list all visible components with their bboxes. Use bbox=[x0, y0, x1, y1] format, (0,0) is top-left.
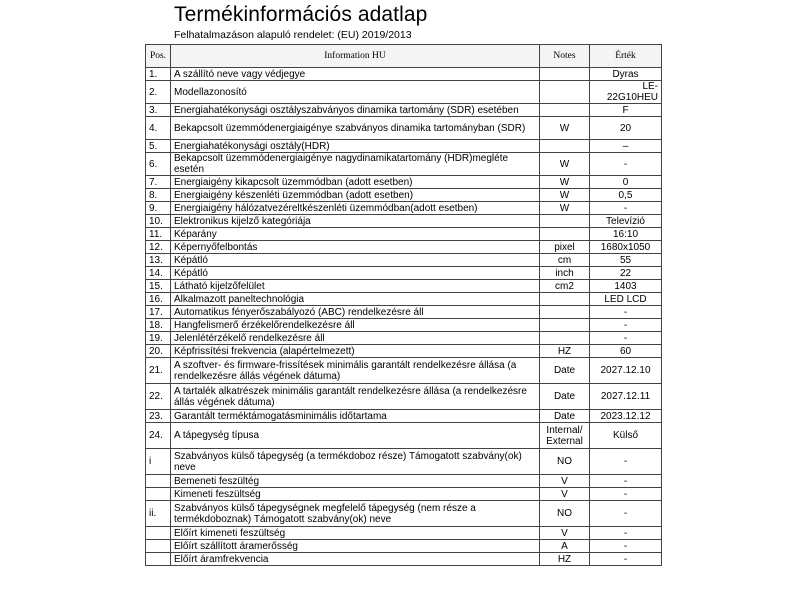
table-row bbox=[146, 228, 662, 241]
row-value: Dyras bbox=[590, 68, 662, 81]
row-value: - bbox=[590, 153, 662, 176]
row-information: Energiahatékonysági osztály(HDR) bbox=[171, 140, 540, 153]
header-pos: Pos. bbox=[146, 45, 171, 68]
row-position: 13. bbox=[146, 254, 171, 267]
row-notes: W bbox=[540, 153, 590, 176]
table-row bbox=[146, 215, 662, 228]
row-value: - bbox=[590, 202, 662, 215]
row-position: 14. bbox=[146, 267, 171, 280]
table-row bbox=[146, 449, 662, 475]
row-notes: V bbox=[540, 527, 590, 540]
row-value: Televízió bbox=[590, 215, 662, 228]
row-information: A tápegység típusa bbox=[171, 423, 540, 449]
row-value: 2027.12.10 bbox=[590, 358, 662, 384]
row-position: 9. bbox=[146, 202, 171, 215]
row-value: 60 bbox=[590, 345, 662, 358]
row-information: Képernyőfelbontás bbox=[171, 241, 540, 254]
row-information: A szállító neve vagy védjegye bbox=[171, 68, 540, 81]
row-notes bbox=[540, 104, 590, 117]
row-value: LE-22G10HEU bbox=[590, 81, 662, 104]
row-value: - bbox=[590, 527, 662, 540]
row-position: 7. bbox=[146, 176, 171, 189]
row-notes: HZ bbox=[540, 553, 590, 566]
regulation-subtitle: Felhatalmazáson alapuló rendelet: (EU) 2019/2013 bbox=[174, 29, 412, 41]
header-notes: Notes bbox=[540, 45, 590, 68]
row-information: Kimeneti feszültség bbox=[171, 488, 540, 501]
table-row bbox=[146, 319, 662, 332]
row-value: - bbox=[590, 449, 662, 475]
row-position bbox=[146, 553, 171, 566]
table-row bbox=[146, 189, 662, 202]
table-row bbox=[146, 475, 662, 488]
row-notes bbox=[540, 228, 590, 241]
row-notes bbox=[540, 81, 590, 104]
row-notes bbox=[540, 215, 590, 228]
row-position: 4. bbox=[146, 117, 171, 140]
row-value: 0 bbox=[590, 176, 662, 189]
row-notes bbox=[540, 319, 590, 332]
row-value: – bbox=[590, 140, 662, 153]
row-information: Látható kijelzőfelület bbox=[171, 280, 540, 293]
table-row bbox=[146, 176, 662, 189]
row-value: - bbox=[590, 488, 662, 501]
row-position: 19. bbox=[146, 332, 171, 345]
row-value: - bbox=[590, 332, 662, 345]
row-value: F bbox=[590, 104, 662, 117]
table-row bbox=[146, 332, 662, 345]
row-value: 0,5 bbox=[590, 189, 662, 202]
row-value: - bbox=[590, 540, 662, 553]
row-information: Előírt áramfrekvencia bbox=[171, 553, 540, 566]
row-position: 18. bbox=[146, 319, 171, 332]
row-information: Képarány bbox=[171, 228, 540, 241]
row-position: ii. bbox=[146, 501, 171, 527]
row-position bbox=[146, 527, 171, 540]
row-value: - bbox=[590, 475, 662, 488]
row-notes: W bbox=[540, 117, 590, 140]
row-notes: W bbox=[540, 176, 590, 189]
row-notes: V bbox=[540, 475, 590, 488]
table-row bbox=[146, 540, 662, 553]
row-position: 2. bbox=[146, 81, 171, 104]
row-notes bbox=[540, 140, 590, 153]
row-information: Bekapcsolt üzemmódenergiaigénye nagydinamikatartomány (HDR)megléte esetén bbox=[171, 153, 540, 176]
row-information: Előírt kimeneti feszültség bbox=[171, 527, 540, 540]
row-information: Elektronikus kijelző kategóriája bbox=[171, 215, 540, 228]
row-value: Külső bbox=[590, 423, 662, 449]
row-notes: HZ bbox=[540, 345, 590, 358]
row-position: 6. bbox=[146, 153, 171, 176]
row-information: A szoftver- és firmware-frissítések minimális garantált rendelkezésre állása (a rendelkezésre állás végének dátuma) bbox=[171, 358, 540, 384]
row-notes: A bbox=[540, 540, 590, 553]
row-notes: W bbox=[540, 202, 590, 215]
row-notes: cm2 bbox=[540, 280, 590, 293]
row-position: 22. bbox=[146, 384, 171, 410]
row-position: 21. bbox=[146, 358, 171, 384]
row-information: Bekapcsolt üzemmódenergiaigénye szabványos dinamika tartományban (SDR) bbox=[171, 117, 540, 140]
table-row bbox=[146, 68, 662, 81]
row-notes: Internal/ External bbox=[540, 423, 590, 449]
row-notes: Date bbox=[540, 384, 590, 410]
row-notes: NO bbox=[540, 501, 590, 527]
row-information: Képátló bbox=[171, 254, 540, 267]
row-position: 20. bbox=[146, 345, 171, 358]
row-information: Előírt szállított áramerősség bbox=[171, 540, 540, 553]
row-position bbox=[146, 540, 171, 553]
row-notes: cm bbox=[540, 254, 590, 267]
row-value: LED LCD bbox=[590, 293, 662, 306]
row-value: 55 bbox=[590, 254, 662, 267]
table-row bbox=[146, 254, 662, 267]
table-row bbox=[146, 202, 662, 215]
table-row bbox=[146, 280, 662, 293]
table-row bbox=[146, 501, 662, 527]
table-row bbox=[146, 117, 662, 140]
row-information: A tartalék alkatrészek minimális garantált rendelkezésre állása (a rendelkezésre állás végének dátuma) bbox=[171, 384, 540, 410]
row-position: 1. bbox=[146, 68, 171, 81]
row-position: 12. bbox=[146, 241, 171, 254]
row-position: 24. bbox=[146, 423, 171, 449]
page-title: Termékinformációs adatlap bbox=[174, 3, 428, 26]
product-info-table bbox=[145, 44, 662, 566]
row-position: i bbox=[146, 449, 171, 475]
row-information: Energiahatékonysági osztályszabványos dinamika tartomány (SDR) esetében bbox=[171, 104, 540, 117]
table-row bbox=[146, 345, 662, 358]
row-position bbox=[146, 488, 171, 501]
row-notes: inch bbox=[540, 267, 590, 280]
row-information: Képátló bbox=[171, 267, 540, 280]
row-position: 3. bbox=[146, 104, 171, 117]
row-information: Automatikus fényerőszabályozó (ABC) rendelkezésre áll bbox=[171, 306, 540, 319]
row-information: Modellazonosító bbox=[171, 81, 540, 104]
table-row bbox=[146, 553, 662, 566]
row-position bbox=[146, 475, 171, 488]
row-information: Energiaigény készenléti üzemmódban (adott esetben) bbox=[171, 189, 540, 202]
row-notes: V bbox=[540, 488, 590, 501]
row-information: Energiaigény kikapcsolt üzemmódban (adott esetben) bbox=[171, 176, 540, 189]
row-information: Jelenlétérzékelő rendelkezésre áll bbox=[171, 332, 540, 345]
row-notes bbox=[540, 306, 590, 319]
row-value: - bbox=[590, 306, 662, 319]
row-notes: NO bbox=[540, 449, 590, 475]
row-notes bbox=[540, 293, 590, 306]
row-information: Hangfelismerő érzékelőrendelkezésre áll bbox=[171, 319, 540, 332]
table-row bbox=[146, 140, 662, 153]
row-value: 20 bbox=[590, 117, 662, 140]
table-row bbox=[146, 241, 662, 254]
row-value: 1403 bbox=[590, 280, 662, 293]
table-row bbox=[146, 423, 662, 449]
table-row bbox=[146, 527, 662, 540]
row-value: - bbox=[590, 319, 662, 332]
row-position: 15. bbox=[146, 280, 171, 293]
row-information: Szabványos külső tápegység (a termékdoboz része) Támogatott szabvány(ok) neve bbox=[171, 449, 540, 475]
row-information: Bemeneti feszültég bbox=[171, 475, 540, 488]
row-notes bbox=[540, 68, 590, 81]
row-value: - bbox=[590, 501, 662, 527]
row-information: Szabványos külső tápegységnek megfelelő tápegység (nem része a termékdoboznak) Támogatott szabvány(ok) neve bbox=[171, 501, 540, 527]
table-row bbox=[146, 358, 662, 384]
row-position: 8. bbox=[146, 189, 171, 202]
table-row bbox=[146, 81, 662, 104]
row-value: 2023.12.12 bbox=[590, 410, 662, 423]
row-position: 11. bbox=[146, 228, 171, 241]
row-position: 23. bbox=[146, 410, 171, 423]
row-information: Garantált terméktámogatásminimális időtartama bbox=[171, 410, 540, 423]
row-value: 22 bbox=[590, 267, 662, 280]
table-body bbox=[146, 68, 662, 566]
table-row bbox=[146, 293, 662, 306]
row-notes: Date bbox=[540, 358, 590, 384]
row-information: Alkalmazott paneltechnológia bbox=[171, 293, 540, 306]
table-row bbox=[146, 488, 662, 501]
header-value: Érték bbox=[590, 45, 662, 68]
row-value: 1680x1050 bbox=[590, 241, 662, 254]
row-position: 16. bbox=[146, 293, 171, 306]
row-position: 10. bbox=[146, 215, 171, 228]
table-row bbox=[146, 104, 662, 117]
row-position: 5. bbox=[146, 140, 171, 153]
row-information: Képfrissítési frekvencia (alapértelmezett) bbox=[171, 345, 540, 358]
row-position: 17. bbox=[146, 306, 171, 319]
header-information: Information HU bbox=[171, 45, 540, 68]
table-row bbox=[146, 153, 662, 176]
row-notes bbox=[540, 332, 590, 345]
row-value: - bbox=[590, 553, 662, 566]
table-header-row bbox=[146, 45, 662, 68]
table-row bbox=[146, 306, 662, 319]
row-notes: pixel bbox=[540, 241, 590, 254]
table-row bbox=[146, 384, 662, 410]
table-row bbox=[146, 267, 662, 280]
row-notes: Date bbox=[540, 410, 590, 423]
row-value: 2027.12.11 bbox=[590, 384, 662, 410]
row-information: Energiaigény hálózatvezéreltkészenléti üzemmódban(adott esetben) bbox=[171, 202, 540, 215]
row-notes: W bbox=[540, 189, 590, 202]
row-value: 16:10 bbox=[590, 228, 662, 241]
table-row bbox=[146, 410, 662, 423]
